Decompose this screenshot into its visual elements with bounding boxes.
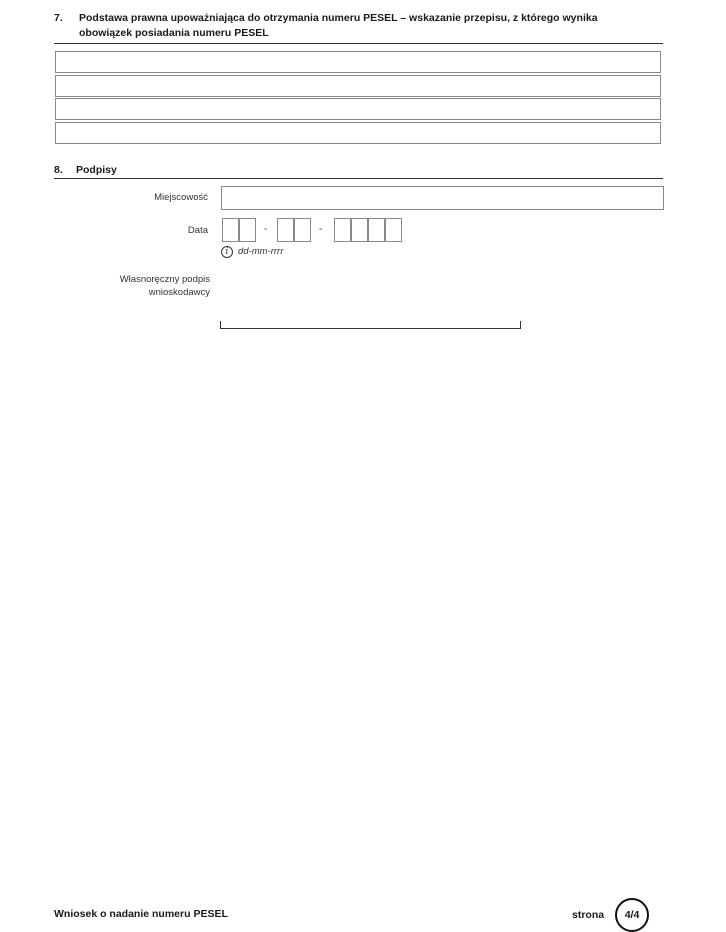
date-month-digit-1[interactable]	[277, 218, 294, 242]
date-format-hint: dd-mm-rrrr	[238, 246, 284, 257]
section-7-title: Podstawa prawna upoważniająca do otrzymania numeru PESEL – wskazanie przepisu, z którego wynika obowiązek posiadania numeru PESEL	[79, 12, 598, 39]
date-year-digit-1[interactable]	[334, 218, 351, 242]
section-7-divider	[54, 43, 663, 44]
section-8-number: 8.	[54, 164, 63, 176]
date-year-digit-4[interactable]	[385, 218, 402, 242]
legal-basis-field-1[interactable]	[55, 51, 661, 73]
legal-basis-field-3[interactable]	[55, 98, 661, 120]
place-input[interactable]	[221, 186, 664, 210]
info-icon: i	[221, 246, 233, 258]
date-day-digit-1[interactable]	[222, 218, 239, 242]
date-label: Data	[187, 225, 208, 236]
legal-basis-field-2[interactable]	[55, 75, 661, 97]
date-year-digit-3[interactable]	[368, 218, 385, 242]
date-separator: -	[264, 224, 268, 235]
section-8-title: Podpisy	[76, 164, 117, 176]
footer-form-title: Wniosek o nadanie numeru PESEL	[54, 908, 228, 920]
date-year-digit-2[interactable]	[351, 218, 368, 242]
page-number-badge: 4/4	[615, 898, 649, 932]
legal-basis-field-4[interactable]	[55, 122, 661, 144]
signature-label: Własnoręczny podpis wnioskodawcy	[119, 274, 210, 298]
date-month-digit-2[interactable]	[294, 218, 311, 242]
section-8-divider	[54, 178, 663, 179]
date-day-digit-2[interactable]	[239, 218, 256, 242]
place-label: Miejscowość	[154, 192, 208, 203]
signature-line[interactable]	[220, 321, 521, 329]
date-separator: -	[319, 224, 323, 235]
section-7-number: 7.	[54, 12, 63, 24]
footer-page-label: strona	[572, 909, 605, 921]
